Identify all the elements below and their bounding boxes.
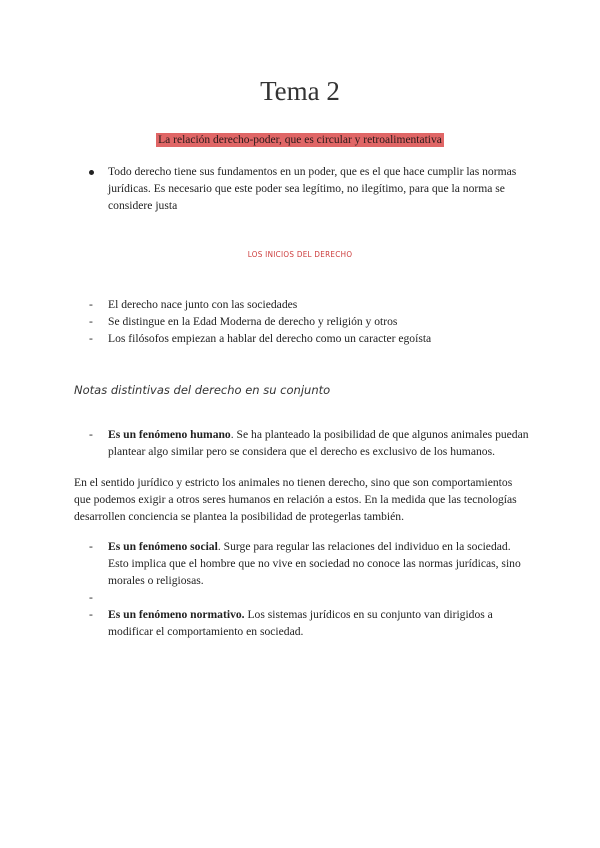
dash-marker: -	[89, 608, 93, 621]
dash-marker: -	[89, 332, 93, 345]
normativo-label: Es un fenómeno normativo.	[108, 608, 245, 621]
list-item-text: Se distingue en la Edad Moderna de derecho y religión y otros	[108, 315, 398, 328]
list-item	[89, 163, 529, 214]
humano-list	[89, 426, 529, 460]
dash-marker: -	[89, 540, 93, 553]
humano-label: Es un fenómeno humano	[108, 428, 231, 441]
dash-marker: -	[89, 298, 93, 311]
dash-marker: -	[89, 428, 93, 441]
section-heading: LOS INICIOS DEL DERECHO	[247, 250, 353, 259]
dash-marker: -	[89, 315, 93, 328]
list-item-text: Los filósofos empiezan a hablar del derecho como un caracter egoísta	[108, 332, 432, 345]
list-item	[89, 538, 529, 589]
list-item	[89, 330, 529, 347]
intro-bullet-list	[89, 163, 529, 214]
inicios-list	[89, 296, 529, 347]
fenomeno-list	[89, 538, 529, 640]
list-item	[89, 426, 529, 460]
empty-list-item	[89, 589, 529, 606]
highlight-line	[0, 130, 600, 148]
intro-bullet-text: Todo derecho tiene sus fundamentos en un poder, que es el que hace cumplir las normas jurídicas. Es necesario que este poder sea legítimo, no ilegítimo, para que la norma se considere justa	[108, 165, 517, 212]
list-item	[89, 606, 529, 640]
list-item	[89, 313, 529, 330]
list-item	[89, 296, 529, 313]
dash-marker: -	[89, 591, 93, 604]
humano-text: . Se ha planteado la posibilidad de que algunos animales puedan plantear algo similar pero se considera que el derecho es exclusivo de los humanos.	[108, 428, 529, 458]
highlighted-text: La relación derecho-poder, que es circular y retroalimentativa	[158, 134, 442, 146]
notas-subheading: Notas distintivas del derecho en su conjunto	[74, 383, 331, 397]
body-paragraph: En el sentido jurídico y estricto los animales no tienen derecho, sino que son comportamientos que podemos exigir a otros seres humanos en relación a estos. En la medida que las tecnologías desarrollen conciencia se plantea la posibilidad de protegerlas también.	[74, 476, 517, 523]
list-item-text: El derecho nace junto con las sociedades	[108, 298, 298, 311]
page-title: Tema 2	[260, 76, 340, 106]
bullet-dot-icon	[89, 163, 101, 180]
normativo-text: Los sistemas jurídicos en su conjunto van dirigidos a modificar el comportamiento en sociedad.	[108, 608, 493, 638]
social-label: Es un fenómeno social	[108, 540, 218, 553]
social-text: . Surge para regular las relaciones del individuo en la sociedad. Esto implica que el hombre que no vive en sociedad no conoce las normas jurídicas, sino morales o religiosas.	[108, 540, 521, 587]
